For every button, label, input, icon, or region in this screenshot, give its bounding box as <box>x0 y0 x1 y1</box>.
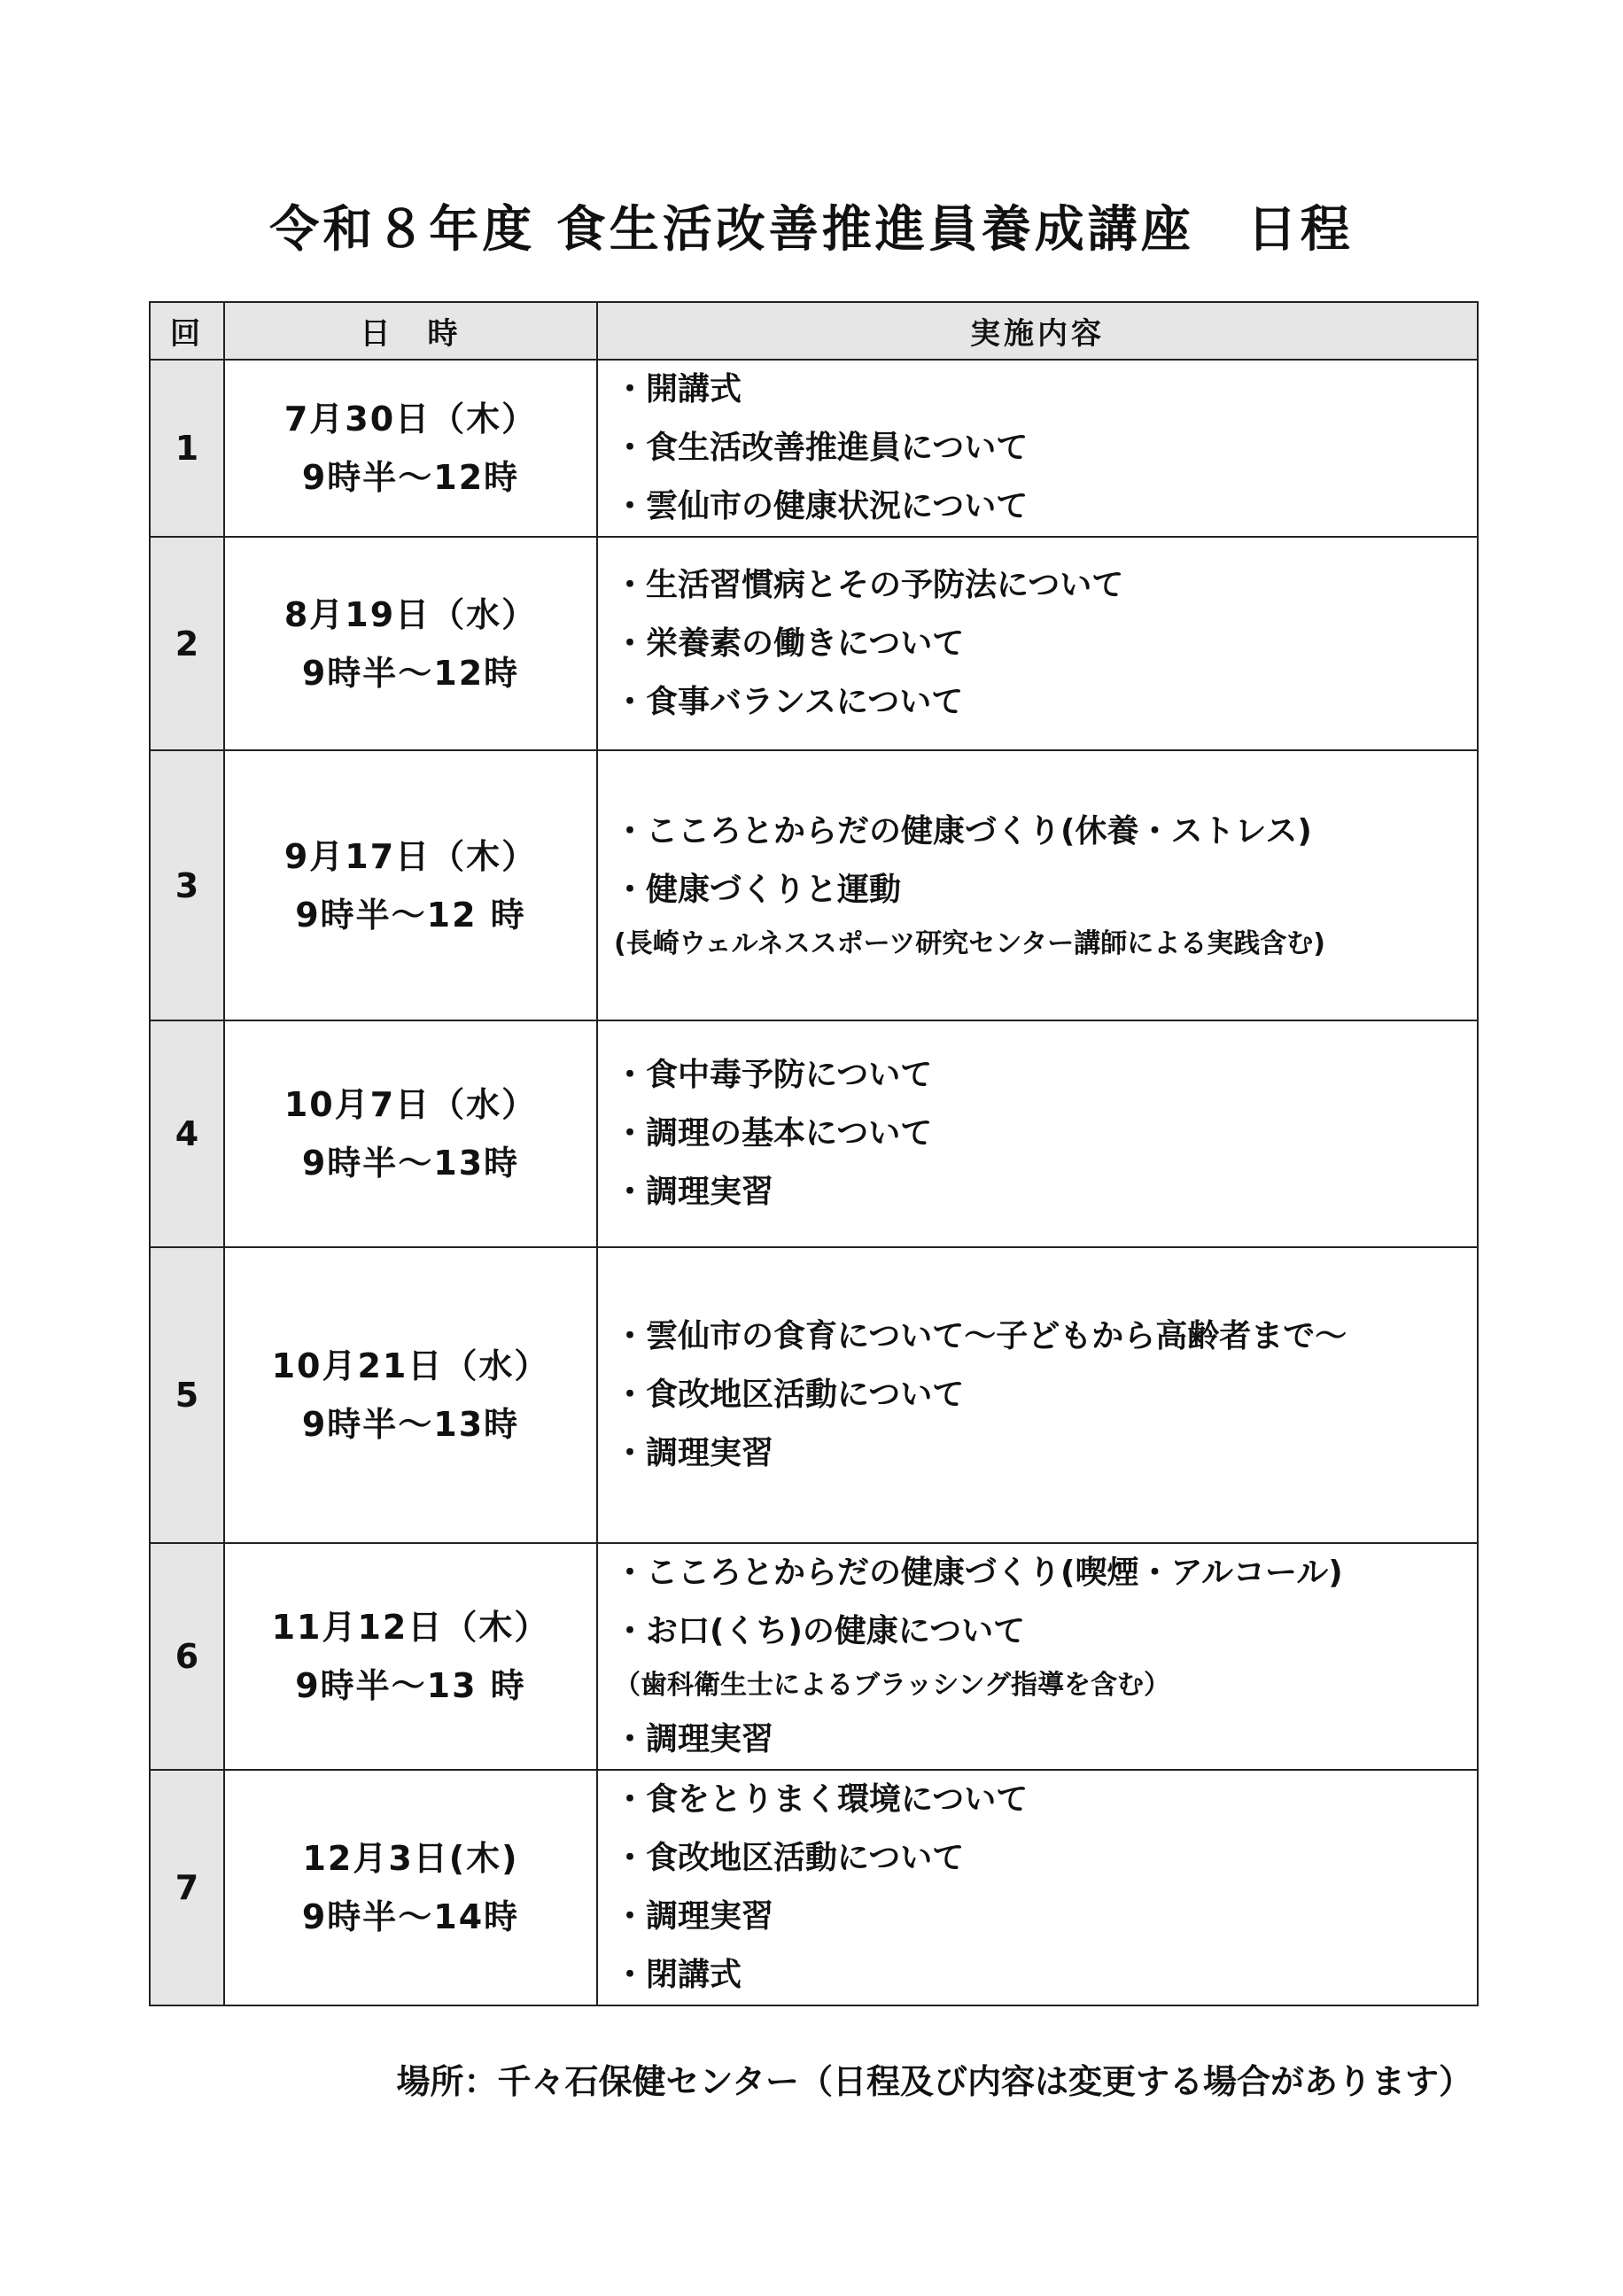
list-item: ・栄養素の働きについて <box>614 624 965 662</box>
date-text: 8月19日（水） <box>283 594 538 634</box>
list-item: ・調理実習 <box>614 1721 774 1757</box>
date-cell <box>224 360 597 537</box>
list-item: ・食事バランスについて <box>614 683 964 720</box>
row-number: 1 <box>150 360 224 537</box>
date-cell <box>224 1020 597 1247</box>
date-text: 10月7日（水） <box>283 1085 538 1124</box>
table-row <box>150 750 1478 1020</box>
date-text: 11月12日（木） <box>271 1608 550 1647</box>
content-cell <box>597 1543 1478 1770</box>
time-text: 9時半～12時 <box>301 653 520 693</box>
time-text: 9時半～13時 <box>301 1144 520 1183</box>
time-text: 9時半～12 時 <box>295 895 526 935</box>
list-item: ・雲仙市の健康状況について <box>614 488 1029 524</box>
list-item: ・開講式 <box>614 371 742 407</box>
row-number: 4 <box>150 1020 224 1247</box>
date-cell <box>224 1247 597 1543</box>
list-item: ・こころとからだの健康づくり(喫煙・アルコール) <box>614 1555 1343 1591</box>
header-no: 回 <box>150 302 224 360</box>
row-number: 6 <box>150 1543 224 1770</box>
list-item: ・調理実習 <box>614 1435 774 1471</box>
date-text: 9月17日（木） <box>283 836 538 876</box>
table-row <box>150 360 1478 537</box>
header-date: 日 時 <box>224 302 597 360</box>
row-number: 7 <box>150 1770 224 2005</box>
list-item: ・健康づくりと運動 <box>614 871 902 908</box>
date-text: 7月30日（木） <box>283 399 538 438</box>
header-content: 実施内容 <box>597 302 1478 360</box>
time-text: 9時半～14時 <box>301 1897 520 1936</box>
table-header-row <box>150 302 1478 360</box>
table-row <box>150 1543 1478 1770</box>
content-cell <box>597 1020 1478 1247</box>
table-row <box>150 1020 1478 1247</box>
list-item: ・生活習慣病とその予防法について <box>614 566 1124 603</box>
date-cell <box>224 1543 597 1770</box>
list-item: ・こころとからだの健康づくり(休養・ストレス) <box>614 812 1312 849</box>
time-text: 9時半～13 時 <box>295 1666 526 1705</box>
date-cell <box>224 1770 597 2005</box>
date-cell <box>224 750 597 1020</box>
row-number: 2 <box>150 537 224 750</box>
table-row <box>150 1770 1478 2005</box>
list-item: ・食生活改善推進員について <box>614 430 1029 466</box>
time-text: 9時半～12時 <box>301 458 520 497</box>
content-cell <box>597 360 1478 537</box>
list-item: ・食改地区活動について <box>614 1840 965 1876</box>
row-number: 3 <box>150 750 224 1020</box>
table-row <box>150 537 1478 750</box>
date-text: 12月3日(木) <box>302 1839 519 1878</box>
date-cell <box>224 537 597 750</box>
list-item: ・雲仙市の食育について～子どもから高齢者まで～ <box>614 1318 1347 1354</box>
content-cell <box>597 1770 1478 2005</box>
content-cell <box>597 1247 1478 1543</box>
list-item: ・閉講式 <box>614 1957 742 1993</box>
schedule-table <box>149 301 1479 2006</box>
location-note: 場所：千々石保健センター（日程及び内容は変更する場合があります） <box>396 2062 1472 2101</box>
content-cell <box>597 537 1478 750</box>
list-item-note: (長崎ウェルネススポーツ研究センター講師による実践含む) <box>614 927 1325 959</box>
time-text: 9時半～13時 <box>301 1405 520 1444</box>
page-title: 令和８年度 食生活改善推進員養成講座 日程 <box>269 201 1354 259</box>
list-item: ・食をとりまく環境について <box>614 1781 1029 1818</box>
list-item-note: （歯科衛生士によるブラッシング指導を含む） <box>614 1670 1171 1701</box>
row-number: 5 <box>150 1247 224 1543</box>
date-text: 10月21日（水） <box>271 1346 550 1385</box>
content-cell <box>597 750 1478 1020</box>
list-item: ・食改地区活動について <box>614 1377 965 1413</box>
list-item: ・調理の基本について <box>614 1115 933 1152</box>
list-item: ・食中毒予防について <box>614 1057 933 1093</box>
list-item: ・調理実習 <box>614 1898 774 1935</box>
table-row <box>150 1247 1478 1543</box>
list-item: ・お口(くち)の健康について <box>614 1613 1026 1649</box>
list-item: ・調理実習 <box>614 1174 774 1210</box>
